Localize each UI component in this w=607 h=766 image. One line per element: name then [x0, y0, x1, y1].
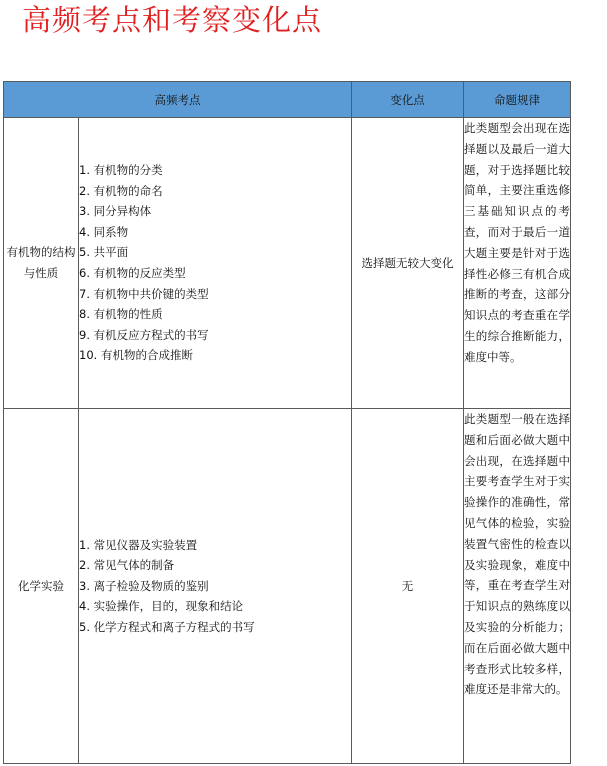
table-header-row — [4, 82, 571, 118]
header-change-points: 变化点 — [352, 82, 464, 118]
list-item: 9. 有机反应方程式的书写 — [79, 327, 209, 342]
row-change: 选择题无较大变化 — [352, 118, 464, 409]
row-pattern: 此类题型会出现在选择题以及最后一道大题，对于选择题比较简单，主要注重选修三基础知识点的考查，而对于最后一道大题主要是针对于选择性必修三有机合成推断的考查，这部分知识点的考查重在学生的综合推断能力，难度中等。 — [464, 118, 571, 409]
list-item: 7. 有机物中共价键的类型 — [79, 286, 209, 301]
points-list — [79, 160, 351, 366]
list-item: 4. 同系物 — [79, 224, 129, 239]
points-list — [79, 535, 351, 638]
list-item: 5. 化学方程式和离子方程式的书写 — [79, 619, 255, 634]
row-category: 化学实验 — [4, 409, 79, 764]
table-row — [4, 118, 571, 409]
list-item: 3. 离子检验及物质的鉴别 — [79, 578, 209, 593]
list-item: 6. 有机物的反应类型 — [79, 266, 186, 280]
row-points-cell — [79, 409, 352, 764]
table-row — [4, 409, 571, 764]
list-item: 1. 有机物的分类 — [79, 163, 163, 178]
list-item: 5. 共平面 — [79, 245, 129, 260]
header-question-patterns: 命题规律 — [464, 82, 571, 118]
list-item: 4. 实验操作，目的，现象和结论 — [79, 599, 244, 614]
list-item: 2. 有机物的命名 — [79, 183, 163, 198]
header-high-frequency-points: 高频考点 — [4, 82, 352, 118]
list-item: 10. 有机物的合成推断 — [79, 348, 193, 363]
row-category: 有机物的结构与性质 — [4, 118, 79, 409]
list-item: 2. 常见气体的制备 — [79, 558, 175, 573]
list-item: 8. 有机物的性质 — [79, 307, 163, 322]
list-item: 1. 常见仪器及实验装置 — [79, 537, 198, 552]
exam-points-table — [3, 81, 571, 764]
row-pattern: 此类题型一般在选择题和后面必做大题中会出现，在选择题中主要考查学生对于实验操作的准确性，常见气体的检验，实验装置气密性的检查以及实验现象，难度中等，重在考查学生对于知识点的熟练度以及实验的分析能力；而在后面必做大题中考查形式比较多样，难度还是非常大的。 — [464, 409, 571, 764]
page-title: 高频考点和考察变化点 — [22, 3, 323, 37]
row-points-cell — [79, 118, 352, 409]
row-change: 无 — [352, 409, 464, 764]
list-item: 3. 同分异构体 — [79, 204, 152, 219]
